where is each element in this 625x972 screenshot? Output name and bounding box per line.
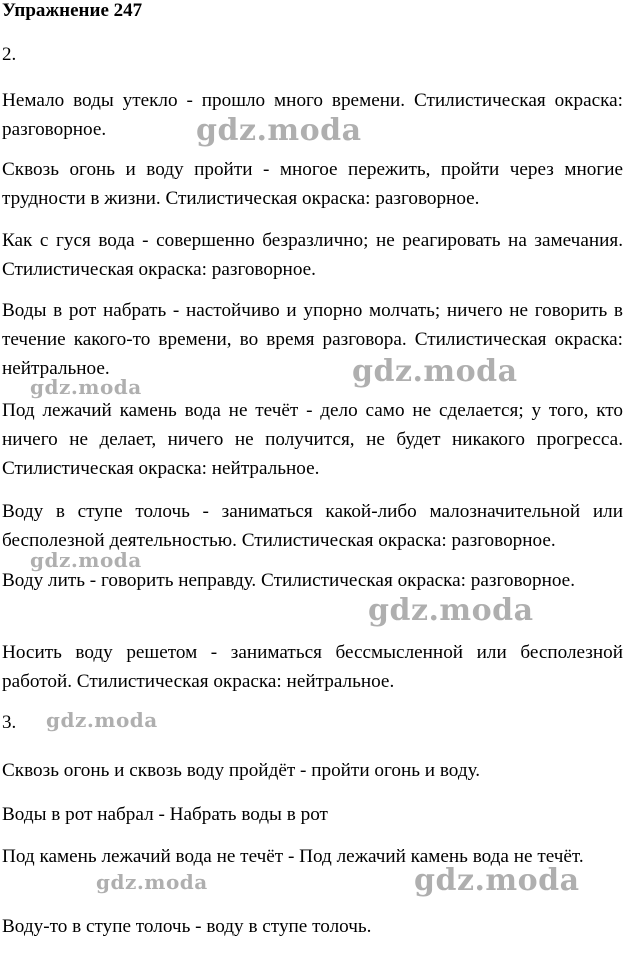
watermark: gdz.moda: [30, 548, 142, 572]
phraseologism-item: Воды в рот набрать - настойчиво и упорно молчать; ничего не говорить в течение какого-то времени, во время разговора. Стилистическая окраска: нейтральное.: [2, 300, 623, 379]
phraseologism-item: Немало воды утекло - прошло много времени. Стилистическая окраска: разговорное.: [2, 90, 623, 140]
phraseologism-item: Воду в ступе толочь - заниматься какой-либо малозначительной или бесполезной деятельностью. Стилистическая окраска: разговорное.: [2, 501, 623, 551]
phraseologism-item: Воду лить - говорить неправду. Стилистическая окраска: разговорное.: [2, 570, 575, 591]
exercise-title: Упражнение 247: [2, 0, 143, 21]
watermark: gdz.moda: [196, 113, 362, 148]
watermark: gdz.moda: [414, 863, 580, 898]
corrected-phrase: Воды в рот набрал - Набрать воды в рот: [2, 804, 328, 825]
phraseologism-item: Носить воду решетом - заниматься бессмысленной или бесполезной работой. Стилистическая окраска: нейтральное.: [2, 642, 623, 692]
phraseologism-item: Как с гуся вода - совершенно безразлично; не реагировать на замечания. Стилистическая окраска: разговорное.: [2, 230, 623, 280]
watermark: gdz.moda: [368, 593, 534, 628]
watermark: gdz.moda: [30, 375, 142, 399]
section-number-3: 3.: [2, 712, 17, 733]
section-number-2: 2.: [2, 44, 17, 65]
phraseologism-item: Сквозь огонь и воду пройти - многое пережить, пройти через многие трудности в жизни. Стилистическая окраска: разговорное.: [2, 159, 623, 209]
corrected-phrase: Воду-то в ступе толочь - воду в ступе толочь.: [2, 916, 372, 937]
watermark: gdz.moda: [352, 354, 518, 389]
corrected-phrase: Под камень лежачий вода не течёт - Под лежачий камень вода не течёт.: [2, 846, 584, 867]
watermark: gdz.moda: [96, 870, 208, 894]
corrected-phrase: Сквозь огонь и сквозь воду пройдёт - пройти огонь и воду.: [2, 760, 481, 781]
watermark: gdz.moda: [46, 708, 158, 732]
phraseologism-item: Под лежачий камень вода не течёт - дело само не сделается; у того, кто ничего не делает, ничего не получится, не будет никакого прогресса. Стилистическая окраска: нейтральное.: [2, 400, 623, 479]
